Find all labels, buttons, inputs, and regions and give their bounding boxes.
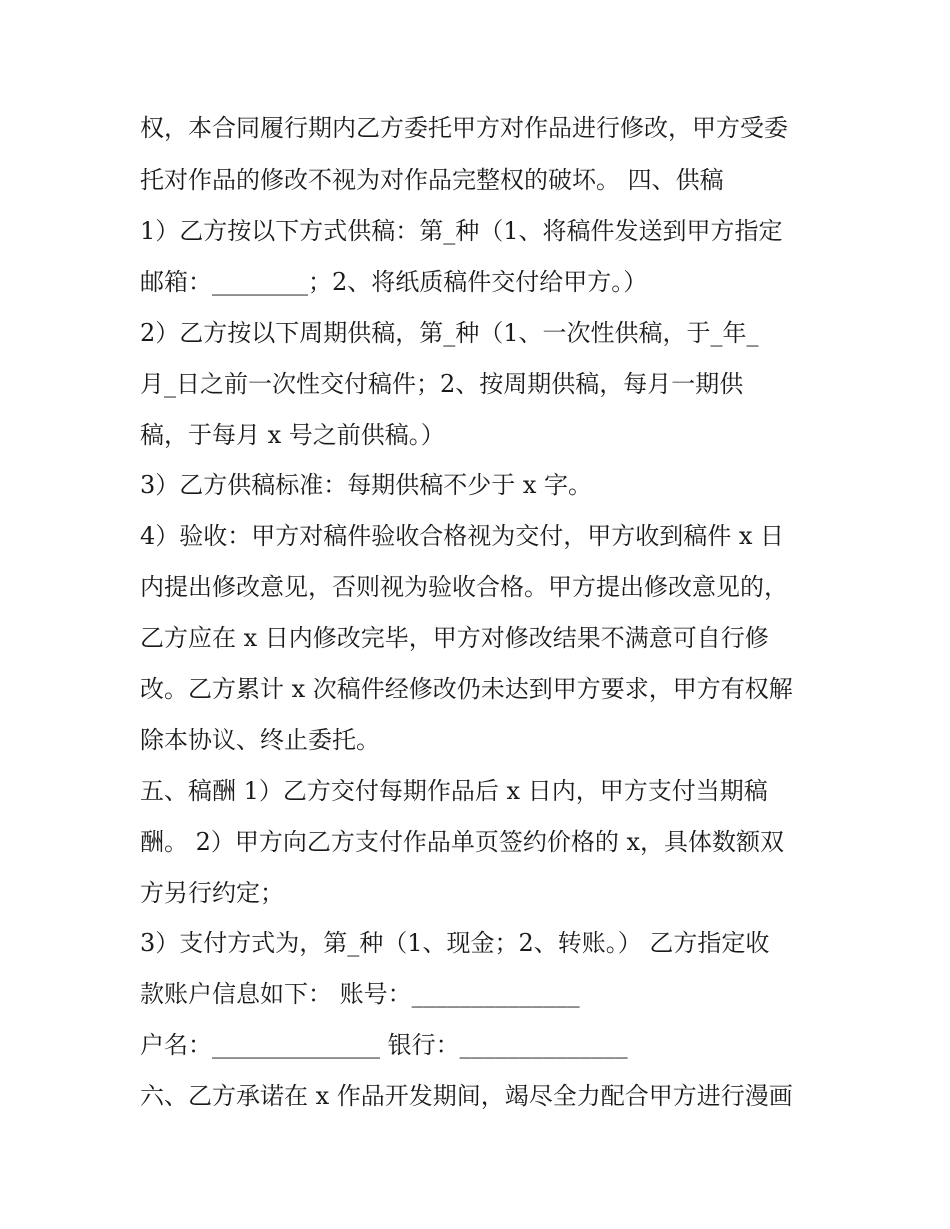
- text-line: 改。乙方累计 x 次稿件经修改仍未达到甲方要求，甲方有权解: [140, 675, 793, 703]
- text-line: 3）乙方供稿标准：每期供稿不少于 x 字。: [140, 471, 593, 499]
- text-line: 邮箱：________；2、将纸质稿件交付给甲方。）: [140, 268, 648, 296]
- text-line: 月_日之前一次性交付稿件；2、按周期供稿，每月一期供: [140, 370, 744, 398]
- text-line: 酬。 2）甲方向乙方支付作品单页签约价格的 x，具体数额双: [140, 828, 785, 856]
- text-line: 六、乙方承诺在 x 作品开发期间，竭尽全力配合甲方进行漫画: [140, 1082, 793, 1110]
- text-line: 托对作品的修改不视为对作品完整权的破坏。 四、供稿: [140, 166, 724, 194]
- text-line: 内提出修改意见，否则视为验收合格。甲方提出修改意见的，: [140, 573, 788, 601]
- text-line: 户名：______________ 银行：______________: [140, 1031, 628, 1059]
- text-line: 权，本合同履行期内乙方委托甲方对作品进行修改，甲方受委: [140, 114, 788, 142]
- text-line: 1）乙方按以下方式供稿：第_种（1、将稿件发送到甲方指定: [140, 217, 783, 245]
- text-line: 4）验收：甲方对稿件验收合格视为交付，甲方收到稿件 x 日: [140, 522, 785, 550]
- text-line: 稿，于每月 x 号之前供稿。）: [140, 421, 445, 449]
- text-line: 除本协议、终止委托。: [140, 726, 380, 754]
- text-line: 2）乙方按以下周期供稿，第_种（1、一次性供稿，于_年_: [140, 319, 759, 347]
- text-line: 乙方应在 x 日内修改完毕，甲方对修改结果不满意可自行修: [140, 624, 769, 652]
- text-line: 方另行约定；: [140, 879, 284, 907]
- text-line: 款账户信息如下： 账号：______________: [140, 980, 580, 1008]
- text-line: 五、稿酬 1）乙方交付每期作品后 x 日内，甲方支付当期稿: [140, 777, 768, 805]
- text-line: 3）支付方式为，第_种（1、现金；2、转账。） 乙方指定收: [140, 929, 770, 957]
